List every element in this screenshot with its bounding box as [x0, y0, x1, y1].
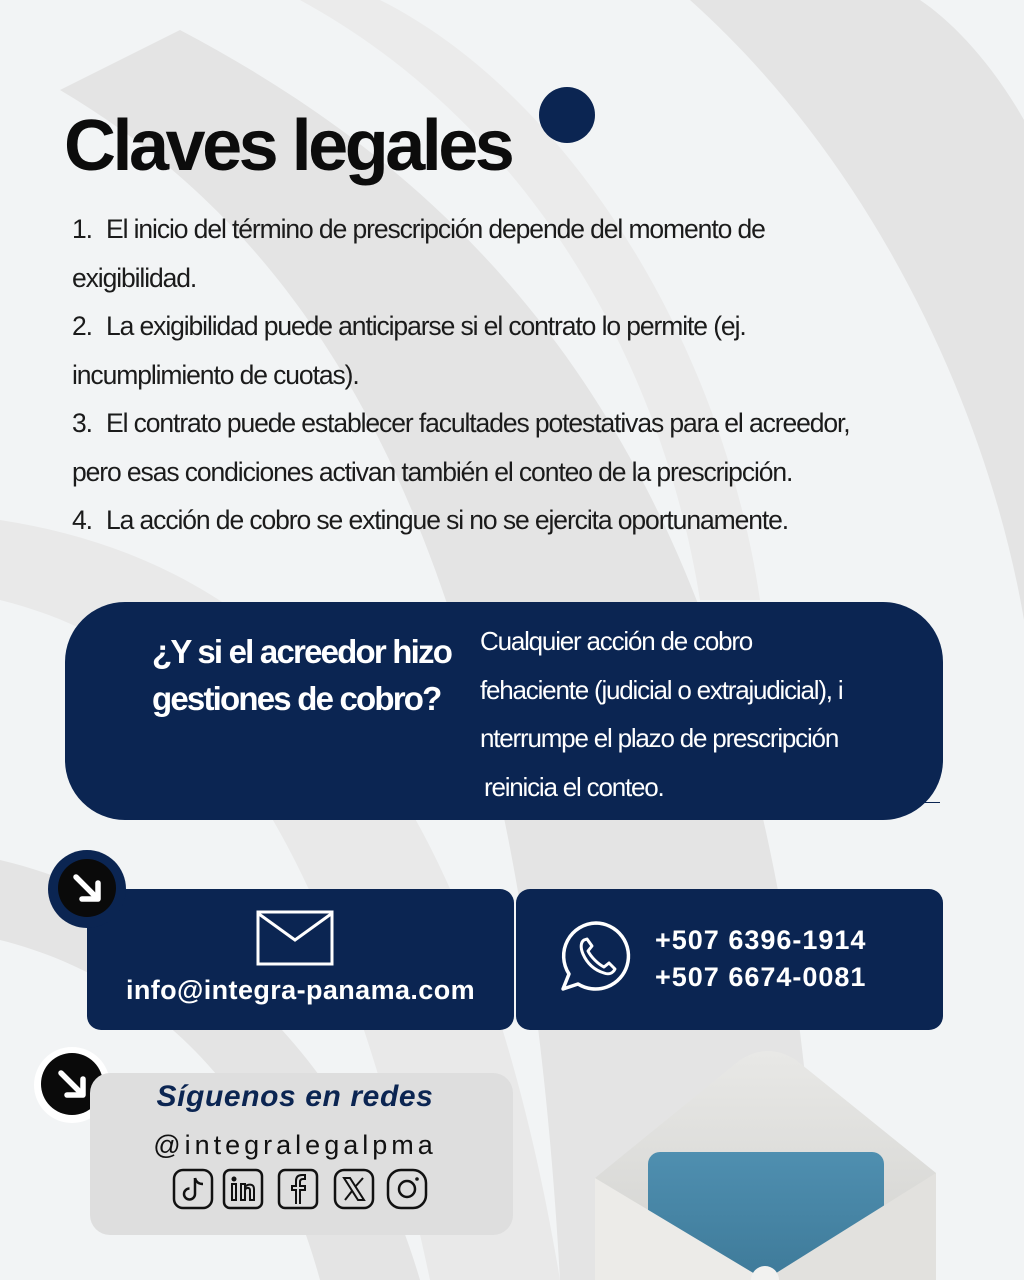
item-text: La exigibilidad puede anticiparse si el contrato lo permite (ej.: [106, 311, 746, 341]
page-title: Claves legales: [64, 106, 512, 186]
question-line: ¿Y si el acreedor hizo: [152, 633, 452, 670]
list-item: [72, 302, 972, 351]
tiktok-icon[interactable]: [172, 1168, 214, 1210]
arrow-down-right-icon: [46, 850, 128, 928]
callout-answer: [480, 617, 920, 811]
phone-number[interactable]: +507 6396-1914: [655, 925, 867, 955]
facebook-icon[interactable]: [277, 1168, 319, 1210]
email-link[interactable]: info@integra-panama.com: [125, 975, 476, 1005]
list-item: [72, 496, 972, 545]
callout-question: [152, 628, 451, 722]
list-item-continuation: exigibilidad.: [72, 262, 197, 293]
legal-points-list: [72, 205, 972, 545]
answer-line: nterrumpe el plazo de prescripción: [480, 723, 839, 753]
item-number: 2.: [72, 311, 92, 341]
answer-line: reinicia el conteo.: [484, 771, 664, 802]
phone-number[interactable]: +507 6674-0081: [655, 962, 867, 992]
list-item-continuation: incumplimiento de cuotas).: [72, 359, 359, 390]
answer-line: Cualquier acción de cobro: [480, 626, 753, 656]
instagram-icon[interactable]: [386, 1168, 428, 1210]
decorative-dot: [539, 87, 595, 143]
whatsapp-icon: [558, 918, 634, 994]
list-item: [72, 205, 972, 254]
mail-icon: [256, 910, 334, 966]
item-text: El inicio del término de prescripción depende del momento de: [106, 214, 765, 244]
linkedin-icon[interactable]: [222, 1168, 264, 1210]
answer-line: fehaciente (judicial o extrajudicial), i: [480, 674, 843, 705]
item-number: 1.: [72, 214, 92, 244]
item-text: El contrato puede establecer facultades potestativas para el acreedor,: [106, 408, 850, 438]
list-item-continuation: pero esas condiciones activan también el conteo de la prescripción.: [72, 456, 793, 487]
social-handle[interactable]: @integralegalpma: [153, 1130, 437, 1160]
item-number: 4.: [72, 505, 92, 535]
list-item: [72, 399, 972, 448]
x-icon[interactable]: [333, 1168, 375, 1210]
item-number: 3.: [72, 408, 92, 438]
social-title: Síguenos en redes: [156, 1080, 434, 1113]
item-text: La acción de cobro se extingue si no se ejercita oportunamente.: [106, 505, 789, 535]
envelope-illustration: [590, 1048, 950, 1280]
question-line: gestiones de cobro?: [152, 680, 441, 717]
